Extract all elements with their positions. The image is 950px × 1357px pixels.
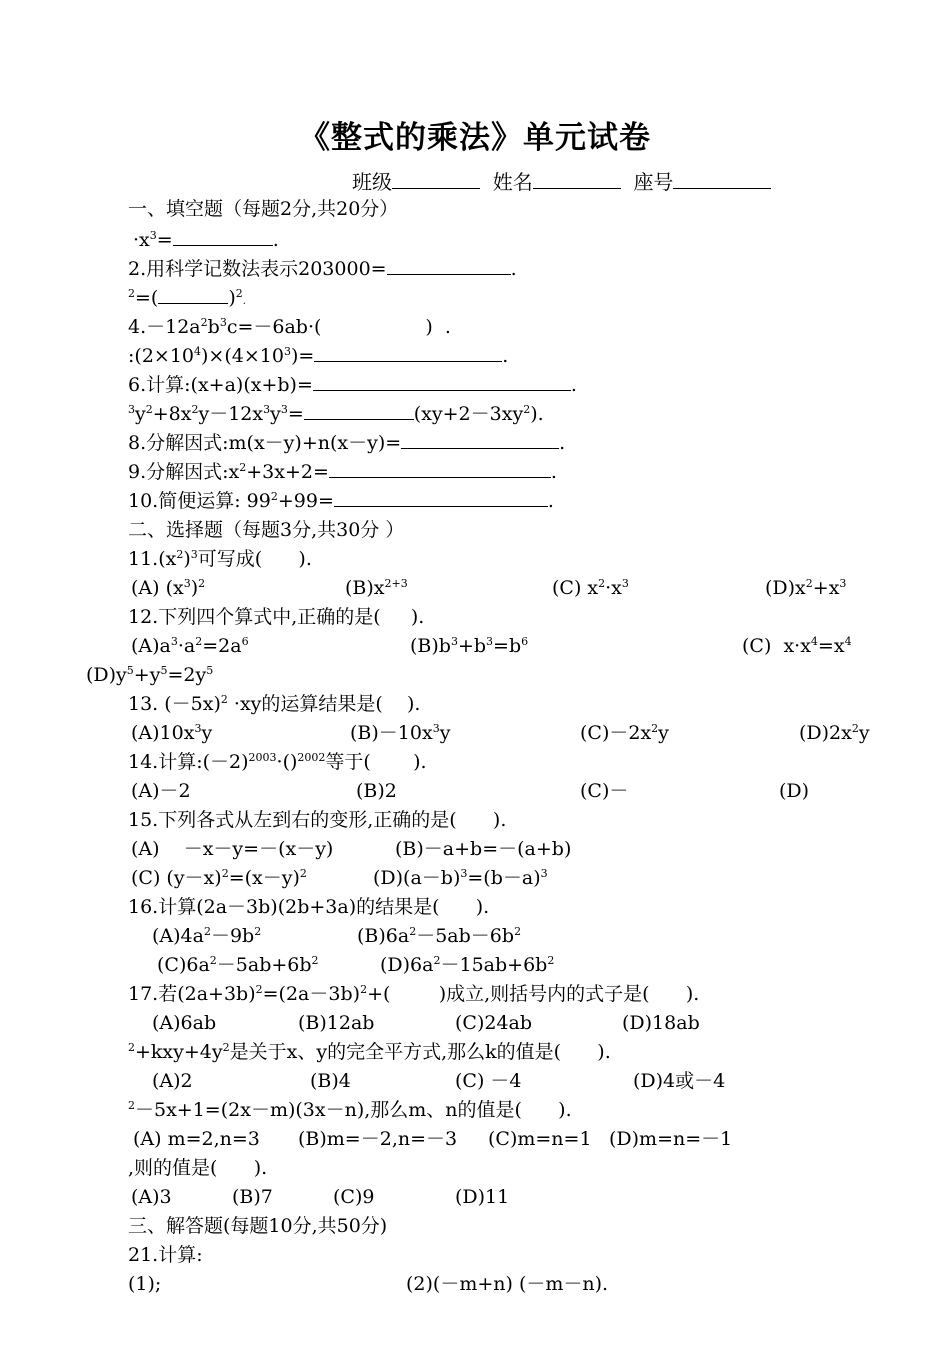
answer-blank[interactable] [334, 490, 548, 507]
option-19d[interactable]: (D)m=n=－1 [609, 1128, 733, 1150]
option-15a[interactable]: (A) －x－y=－(x－y) [131, 838, 334, 860]
answer-blank[interactable] [329, 461, 551, 478]
option-17d[interactable]: (D)18ab [622, 1012, 700, 1034]
option-11b[interactable]: $(B)x^{2+3}$ [345, 577, 408, 599]
answer-blank[interactable] [158, 287, 228, 304]
option-16a[interactable]: $(A)4a^2-9b^2$ [152, 925, 262, 947]
answer-blank[interactable] [314, 345, 502, 362]
option-18b[interactable]: (B)4 [310, 1070, 351, 1092]
question-18: $^2+kxy+4y^2$是关于x、y的完全平方式,那么k的值是( ). [128, 1041, 611, 1063]
question-5: $:(2\times 10^4)\times(4\times 10^3)=$ . [128, 345, 509, 367]
option-19c[interactable]: (C)m=n=1 [488, 1128, 592, 1150]
option-15b[interactable]: (B)－a+b=－(a+b) [395, 838, 572, 860]
option-16c[interactable]: $(C)6a^2-5ab+6b^2$ [157, 954, 319, 976]
question-9: 9.分解因式$:x^2+3x+2=$ . [128, 461, 557, 483]
answer-blank[interactable] [304, 403, 414, 420]
option-18a[interactable]: (A)2 [152, 1070, 193, 1092]
section-answer: 三、解答题(每题10分,共50分) [128, 1215, 388, 1237]
question-3: $^2$=( )$^2$. [128, 287, 246, 309]
option-19b[interactable]: (B)m=－2,n=－3 [298, 1128, 458, 1150]
name-label: 姓名 [492, 170, 533, 194]
option-20a[interactable]: (A)3 [131, 1186, 172, 1208]
seat-label: 座号 [633, 170, 674, 194]
question-21-part1: (1); [128, 1273, 162, 1295]
section-fill-blank: 一、填空题（每题2分,共20分） [128, 198, 399, 220]
option-13a[interactable]: $(A)10x^3y$ [131, 722, 213, 744]
option-12b[interactable]: $(B)b^3+b^3=b^6$ [410, 635, 529, 657]
section-choice: 二、选择题（每题3分,共30分 ） [128, 519, 405, 541]
option-19a[interactable]: (A) m=2,n=3 [133, 1128, 260, 1150]
option-11c[interactable]: (C) $x^2\cdot x^3$ [552, 577, 629, 599]
question-21: 21.计算: [128, 1244, 203, 1266]
option-20c[interactable]: (C)9 [333, 1186, 375, 1208]
question-6: 6.计算:(x+a)(x+b)= . [128, 374, 577, 396]
option-13d[interactable]: $(D)2x^2y$ [799, 722, 870, 744]
question-11: $11.(x^2)^3$可写成( ). [128, 548, 312, 570]
option-17a[interactable]: (A)6ab [152, 1012, 217, 1034]
class-label: 班级 [352, 170, 392, 194]
question-17: 17.若$(2a+3b)^2=(2a-3b)^2+$( )成立,则括号内的式子是( ). [128, 983, 700, 1005]
answer-blank[interactable] [387, 258, 511, 275]
student-info [352, 166, 771, 195]
option-17b[interactable]: (B)12ab [298, 1012, 375, 1034]
exam-title: 《整式的乘法》单元试卷 [299, 120, 651, 156]
class-field[interactable] [392, 170, 480, 189]
question-21-part2: (2)(－m+n) (－m－n). [406, 1273, 609, 1295]
question-13: 13. $(-5x)^2 \cdot xy$的运算结果是( ). [128, 693, 421, 715]
option-13b[interactable]: $(B)-10x^3y$ [350, 722, 451, 744]
name-field[interactable] [533, 170, 621, 189]
option-12a[interactable]: $(A)a^3\cdot a^2=2a^6$ [131, 635, 249, 657]
question-1: $\cdot x^3=$ . [133, 229, 279, 251]
option-16d[interactable]: $(D)6a^2-15ab+6b^2$ [380, 954, 555, 976]
option-15c[interactable]: (C) $(y-x)^2=(x-y)^2$ [131, 867, 307, 889]
question-12: 12.下列四个算式中,正确的是( ). [128, 606, 425, 628]
question-19: $^2$－5x+1=(2x－m)(3x－n),那么m、n的值是( ). [128, 1099, 572, 1121]
question-10: 10.简便运算: $99^2+99=$ . [128, 490, 554, 512]
option-11a[interactable]: (A) $(x^3)^2$ [131, 577, 206, 599]
option-18d[interactable]: (D)4或－4 [633, 1070, 726, 1092]
question-8: 8.分解因式:m(x－y)+n(x－y)= . [128, 432, 566, 454]
option-18c[interactable]: (C) －4 [455, 1070, 522, 1092]
seat-field[interactable] [673, 170, 771, 189]
option-13c[interactable]: $(C)-2x^2y$ [580, 722, 669, 744]
option-14a[interactable]: (A)－2 [131, 780, 191, 802]
option-12d[interactable]: $(D)y^5+y^5=2y^5$ [86, 664, 214, 686]
option-11d[interactable]: $(D)x^2+x^3$ [765, 577, 847, 599]
answer-blank[interactable] [313, 374, 571, 391]
question-20: ,则的值是( ). [128, 1157, 268, 1179]
answer-blank[interactable] [173, 229, 273, 246]
question-2: 2.用科学记数法表示203000= . [128, 258, 517, 280]
answer-blank[interactable] [401, 432, 559, 449]
question-15: 15.下列各式从左到右的变形,正确的是( ). [128, 809, 507, 831]
option-14b[interactable]: (B)2 [356, 780, 397, 802]
question-7: $^3y^2+8x^2y-12x^3y^3= (xy+2-3xy^2)$. [128, 403, 544, 425]
option-20b[interactable]: (B)7 [232, 1186, 273, 1208]
question-4: $4.-12a^2b^3c=-6ab\cdot$( ) . [128, 316, 451, 338]
option-14c[interactable]: (C)－ [580, 780, 629, 802]
option-12c[interactable]: (C) $x\cdot x^4=x^4$ [742, 635, 852, 657]
option-17c[interactable]: (C)24ab [455, 1012, 533, 1034]
question-14: 14.计算$:(-2)^{2003}\cdot()^{2002}$等于( ). [128, 751, 427, 773]
option-15d[interactable]: $(D)(a-b)^3=(b-a)^3$ [373, 867, 548, 889]
option-20d[interactable]: (D)11 [455, 1186, 510, 1208]
option-14d[interactable]: (D) [779, 780, 810, 802]
question-16: 16.计算(2a－3b)(2b+3a)的结果是( ). [128, 896, 490, 918]
option-16b[interactable]: $(B)6a^2-5ab-6b^2$ [357, 925, 522, 947]
